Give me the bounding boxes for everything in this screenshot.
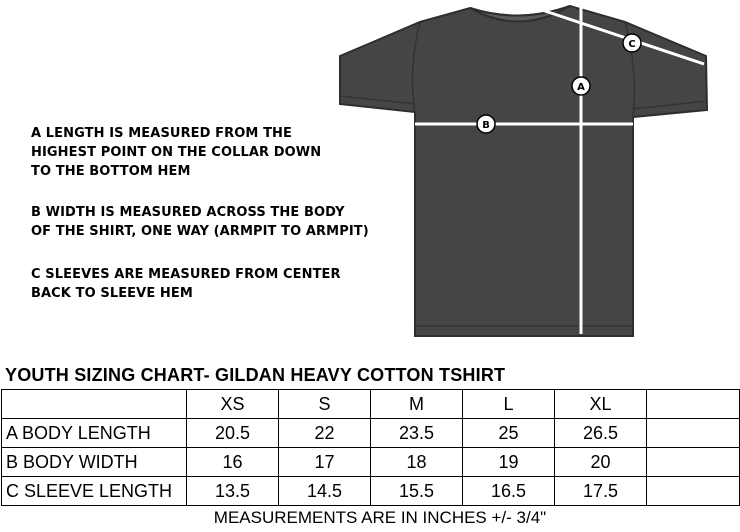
callout-c: [623, 34, 641, 52]
note-length: [31, 124, 321, 181]
table-row: [2, 477, 740, 506]
table-cell: 26.5: [555, 419, 647, 448]
note-line: C SLEEVES ARE MEASURED FROM CENTER: [31, 267, 341, 282]
table-cell: 25: [463, 419, 555, 448]
table-cell: 16: [187, 448, 279, 477]
table-cell: 13.5: [187, 477, 279, 506]
callout-a: [572, 77, 590, 95]
table-cell: 14.5: [279, 477, 371, 506]
callout-c-letter: C: [628, 39, 636, 50]
callout-b: [477, 115, 495, 133]
table-row: [2, 419, 740, 448]
table-cell: 18: [371, 448, 463, 477]
sizing-table: [1, 389, 740, 506]
table-cell: 20: [555, 448, 647, 477]
note-line: BACK TO SLEEVE HEM: [31, 286, 193, 301]
size-header-m: M: [371, 390, 463, 419]
note-line: HIGHEST POINT ON THE COLLAR DOWN: [31, 145, 322, 160]
table-cell: 16.5: [463, 477, 555, 506]
note-width: [31, 203, 369, 241]
table-cell: 17: [279, 448, 371, 477]
size-header-s: S: [279, 390, 371, 419]
table-cell: 19: [463, 448, 555, 477]
row-label-body-length: A BODY LENGTH: [2, 419, 187, 448]
table-header-row: [2, 390, 740, 419]
size-header-l: L: [463, 390, 555, 419]
table-cell: 22: [279, 419, 371, 448]
chart-title: YOUTH SIZING CHART- GILDAN HEAVY COTTON TSHIRT: [5, 365, 506, 385]
table-cell: 23.5: [371, 419, 463, 448]
callout-b-letter: B: [482, 120, 490, 131]
callout-a-letter: A: [577, 82, 585, 93]
note-line: OF THE SHIRT, ONE WAY (ARMPIT TO ARMPIT): [31, 224, 369, 239]
note-line: A LENGTH IS MEASURED FROM THE: [31, 126, 293, 141]
size-header-xl: XL: [555, 390, 647, 419]
tshirt-body: [340, 6, 707, 336]
header-empty-cell: [647, 390, 740, 419]
note-line: B WIDTH IS MEASURED ACROSS THE BODY: [31, 205, 345, 220]
tshirt-icon: [340, 6, 707, 336]
row-label-body-width: B BODY WIDTH: [2, 448, 187, 477]
table-row: [2, 448, 740, 477]
table-cell: 15.5: [371, 477, 463, 506]
header-empty-cell: [2, 390, 187, 419]
table-cell: 17.5: [555, 477, 647, 506]
size-header-xs: XS: [187, 390, 279, 419]
table-cell-empty: [647, 448, 740, 477]
row-label-sleeve-length: C SLEEVE LENGTH: [2, 477, 187, 506]
note-sleeve: [31, 265, 341, 303]
table-cell-empty: [647, 419, 740, 448]
measurement-footnote: MEASUREMENTS ARE IN INCHES +/- 3/4": [213, 508, 547, 527]
table-cell-empty: [647, 477, 740, 506]
note-line: TO THE BOTTOM HEM: [31, 164, 191, 179]
table-cell: 20.5: [187, 419, 279, 448]
